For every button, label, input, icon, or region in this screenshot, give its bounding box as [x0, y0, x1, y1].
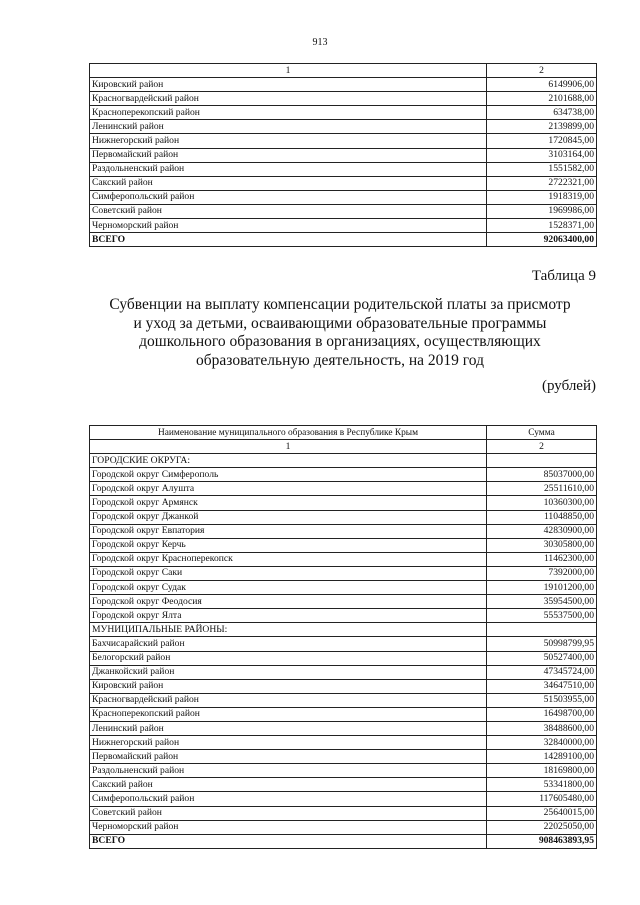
cell-value: 50998799,95 — [487, 637, 597, 651]
table-row — [90, 176, 597, 190]
cell-value: 2101688,00 — [487, 92, 597, 106]
table-row — [90, 764, 597, 778]
section-row — [90, 623, 597, 637]
title-line: и уход за детьми, осваивающими образовательные программы — [133, 314, 547, 332]
cell-value: 38488600,00 — [487, 721, 597, 735]
cell-value: 11048850,00 — [487, 510, 597, 524]
cell-name: Городской округ Джанкой — [90, 510, 487, 524]
header-sum: Сумма — [487, 426, 597, 440]
cell-value: 51503955,00 — [487, 693, 597, 707]
table-row — [90, 78, 597, 92]
table-row — [90, 820, 597, 834]
cell-value: 634738,00 — [487, 106, 597, 120]
cell-name: Бахчисарайский район — [90, 637, 487, 651]
column-number-row — [90, 64, 597, 78]
title-line: дошкольного образования в организациях, осуществляющих — [139, 333, 541, 350]
title-line: Субвенции на выплату компенсации родительской платы за присмотр — [109, 296, 571, 313]
table-row — [90, 721, 597, 735]
cell-name: Нижнегорский район — [90, 134, 487, 148]
cell-value: 2139899,00 — [487, 120, 597, 134]
table-row — [90, 468, 597, 482]
cell-name: Городской округ Ялта — [90, 609, 487, 623]
table-row — [90, 693, 597, 707]
cell-value: 16498700,00 — [487, 707, 597, 721]
cell-name: Кировский район — [90, 78, 487, 92]
table-row — [90, 552, 597, 566]
cell-value: 14289100,00 — [487, 750, 597, 764]
cell-name: Ленинский район — [90, 721, 487, 735]
cell-name: Городской округ Симферополь — [90, 468, 487, 482]
table-row — [90, 581, 597, 595]
cell-name: ВСЕГО — [90, 834, 487, 848]
cell-value: 32840000,00 — [487, 736, 597, 750]
table-row — [90, 148, 597, 162]
cell-value: 7392000,00 — [487, 566, 597, 580]
table-row — [90, 482, 597, 496]
cell-name: Симферопольский район — [90, 792, 487, 806]
cell-name: Симферопольский район — [90, 190, 487, 204]
page-number: 913 — [312, 37, 328, 48]
cell-value: 50527400,00 — [487, 651, 597, 665]
cell-name: Советский район — [90, 204, 487, 218]
cell-value: 25640015,00 — [487, 806, 597, 820]
table-row — [90, 190, 597, 204]
header-name: Наименование муниципального образования в Республике Крым — [90, 426, 487, 440]
cell-name: Красноперекопский район — [90, 707, 487, 721]
cell-name: Городской округ Саки — [90, 566, 487, 580]
cell-name: Первомайский район — [90, 750, 487, 764]
cell-value: 18169800,00 — [487, 764, 597, 778]
table-row — [90, 538, 597, 552]
cell-name: Черноморский район — [90, 219, 487, 233]
cell-name: Джанкойский район — [90, 665, 487, 679]
cell-value: 35954500,00 — [487, 595, 597, 609]
table-row — [90, 637, 597, 651]
table-row — [90, 92, 597, 106]
table-label: Таблица 9 — [531, 268, 596, 284]
cell-value: 11462300,00 — [487, 552, 597, 566]
section-empty-cell — [487, 454, 597, 468]
cell-name: Черноморский район — [90, 820, 487, 834]
title-line: образовательную деятельность, на 2019 год — [196, 351, 484, 369]
column-number-row — [90, 440, 597, 454]
cell-value: 22025050,00 — [487, 820, 597, 834]
table-row — [90, 778, 597, 792]
cell-value: 30305800,00 — [487, 538, 597, 552]
table-row — [90, 750, 597, 764]
cell-value: 85037000,00 — [487, 468, 597, 482]
cell-value: 47345724,00 — [487, 665, 597, 679]
cell-name: Городской округ Красноперекопск — [90, 552, 487, 566]
cell-value: 19101200,00 — [487, 581, 597, 595]
table-row — [90, 595, 597, 609]
cell-value: 1528371,00 — [487, 219, 597, 233]
cell-value: 53341800,00 — [487, 778, 597, 792]
table-continuation — [89, 63, 597, 247]
column-number-2: 2 — [487, 440, 597, 454]
cell-name: Городской округ Судак — [90, 581, 487, 595]
table-row — [90, 219, 597, 233]
table-row — [90, 496, 597, 510]
cell-value: 3103164,00 — [487, 148, 597, 162]
cell-name: ВСЕГО — [90, 233, 487, 247]
cell-value: 1720845,00 — [487, 134, 597, 148]
column-number-1: 1 — [90, 440, 487, 454]
cell-value: 6149906,00 — [487, 78, 597, 92]
cell-value: 92063400,00 — [487, 233, 597, 247]
cell-name: Раздольненский район — [90, 162, 487, 176]
table-title — [60, 296, 620, 370]
table-row — [90, 120, 597, 134]
cell-name: Первомайский район — [90, 148, 487, 162]
table-row — [90, 609, 597, 623]
cell-name: Сакский район — [90, 176, 487, 190]
cell-value: 10360300,00 — [487, 496, 597, 510]
column-number-1: 1 — [90, 64, 487, 78]
table-row — [90, 792, 597, 806]
section-label: МУНИЦИПАЛЬНЫЕ РАЙОНЫ: — [90, 623, 487, 637]
cell-value: 25511610,00 — [487, 482, 597, 496]
table-row — [90, 679, 597, 693]
table-row — [90, 707, 597, 721]
cell-name: Ленинский район — [90, 120, 487, 134]
section-empty-cell — [487, 623, 597, 637]
table-row — [90, 806, 597, 820]
cell-value: 1969986,00 — [487, 204, 597, 218]
cell-value: 55537500,00 — [487, 609, 597, 623]
section-label: ГОРОДСКИЕ ОКРУГА: — [90, 454, 487, 468]
section-row — [90, 454, 597, 468]
cell-value: 34647510,00 — [487, 679, 597, 693]
cell-value: 1551582,00 — [487, 162, 597, 176]
cell-name: Красногвардейский район — [90, 693, 487, 707]
unit-label: (рублей) — [541, 378, 596, 394]
total-row — [90, 834, 597, 848]
table-row — [90, 134, 597, 148]
table-row — [90, 524, 597, 538]
cell-name: Городской округ Евпатория — [90, 524, 487, 538]
cell-name: Городской округ Армянск — [90, 496, 487, 510]
table-row — [90, 651, 597, 665]
cell-name: Советский район — [90, 806, 487, 820]
cell-value: 2722321,00 — [487, 176, 597, 190]
table-row — [90, 736, 597, 750]
cell-name: Городской округ Алушта — [90, 482, 487, 496]
cell-name: Раздольненский район — [90, 764, 487, 778]
table-row — [90, 162, 597, 176]
table-row — [90, 204, 597, 218]
total-row — [90, 233, 597, 247]
cell-name: Кировский район — [90, 679, 487, 693]
cell-name: Городской округ Керчь — [90, 538, 487, 552]
cell-value: 117605480,00 — [487, 792, 597, 806]
cell-name: Красноперекопский район — [90, 106, 487, 120]
table-row — [90, 665, 597, 679]
cell-value: 1918319,00 — [487, 190, 597, 204]
table-row — [90, 510, 597, 524]
table-row — [90, 566, 597, 580]
cell-name: Нижнегорский район — [90, 736, 487, 750]
cell-name: Белогорский район — [90, 651, 487, 665]
cell-name: Сакский район — [90, 778, 487, 792]
cell-value: 42830900,00 — [487, 524, 597, 538]
header-row — [90, 426, 597, 440]
cell-value: 908463893,95 — [487, 834, 597, 848]
cell-name: Красногвардейский район — [90, 92, 487, 106]
column-number-2: 2 — [487, 64, 597, 78]
table-9 — [89, 425, 597, 849]
table-row — [90, 106, 597, 120]
cell-name: Городской округ Феодосия — [90, 595, 487, 609]
